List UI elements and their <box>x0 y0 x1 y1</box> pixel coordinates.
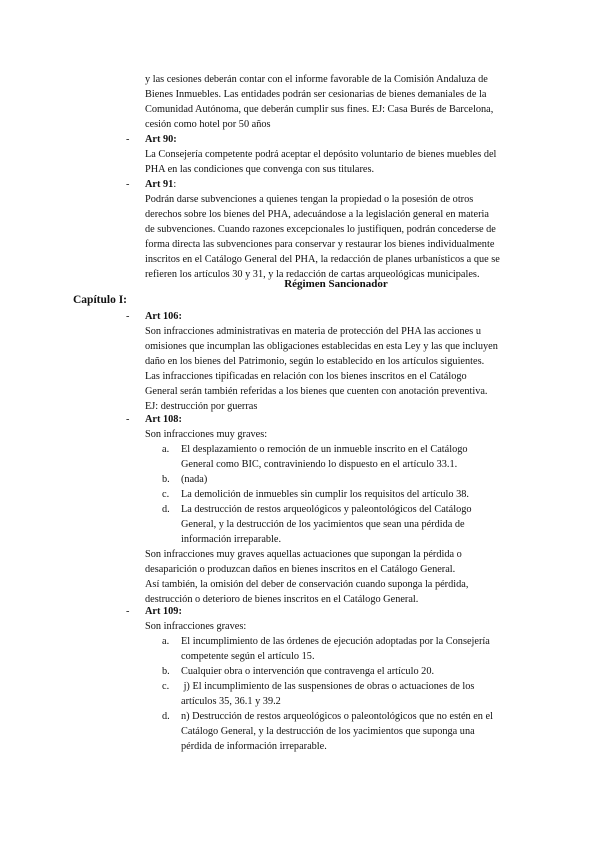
list-marker: d. <box>162 711 170 722</box>
intro-paragraph <box>145 72 530 132</box>
text-line: omisiones que incumplan las obligaciones establecidas en esta Ley y las que incluyen <box>145 341 498 352</box>
text-line: Así también, la omisión del deber de conservación cuando suponga la pérdida, <box>145 579 469 590</box>
text-line: derechos sobre los bienes del PHA, adecuándose a la legislación general en materia <box>145 209 489 220</box>
text-line: artículos 35, 36.1 y 39.2 <box>181 696 281 707</box>
text-line: forma directa las subvenciones para conservar y restaurar los bienes individualmente <box>145 239 495 250</box>
section-heading: Régimen Sancionador <box>284 278 388 290</box>
list-item <box>145 709 530 754</box>
bullet-dash: - <box>126 606 130 617</box>
text-line: El incumplimiento de las órdenes de ejecución adoptadas por la Consejería <box>181 636 490 647</box>
list-marker: d. <box>162 504 170 515</box>
text-line: desaparición o produzcan daños en bienes inscritos en el Catálogo General. <box>145 564 456 575</box>
list-item <box>145 664 530 679</box>
text-line: General serán también referidas a los bienes que cuenten con anotación preventiva. <box>145 386 488 397</box>
list-marker: a. <box>162 444 170 455</box>
text-line: destrucción o deterioro de bienes inscritos en el Catálogo General. <box>145 594 419 605</box>
art-90-text <box>145 147 530 177</box>
text-line: Catálogo General, y la destrucción de los yacimientos que suponga una <box>181 726 475 737</box>
list-item <box>145 679 530 709</box>
text-line: Cualquier obra o intervención que contravenga el artículo 20. <box>181 666 435 677</box>
text-line: Comunidad Autónoma, que deberán cumplir sus fines. EJ: Casa Burés de Barcelona, <box>145 104 494 115</box>
text-line: Son infracciones muy graves aquellas actuaciones que supongan la pérdida o <box>145 549 462 560</box>
list-item <box>145 442 530 472</box>
art-106-text <box>145 324 530 414</box>
list-marker: b. <box>162 666 170 677</box>
text-line: competente según el artículo 15. <box>181 651 315 662</box>
text-line: Son infracciones administrativas en materia de protección del PHA las acciones u <box>145 326 481 337</box>
list-item <box>145 502 530 547</box>
art-109-text <box>145 619 530 754</box>
text-line: (nada) <box>181 474 208 485</box>
bullet-dash: - <box>126 311 130 322</box>
text-line: EJ: destrucción por guerras <box>145 401 258 412</box>
bullet-dash: - <box>126 414 130 425</box>
text-line: n) Destrucción de restos arqueológicos o paleontológicos que no estén en el <box>181 711 493 722</box>
list-marker: c. <box>162 489 170 500</box>
text-line: refieren los artículos 30 y 31, y la redacción de cartas arqueológicas municipales. <box>145 269 480 280</box>
list-marker: b. <box>162 474 170 485</box>
text-line: La Consejería competente podrá aceptar el depósito voluntario de bienes muebles del <box>145 149 497 160</box>
art-109-list <box>145 634 530 754</box>
text-line: Bienes Inmuebles. Las entidades podrán ser cesionarias de bienes demaniales de la <box>145 89 487 100</box>
art-108-title: Art 108: <box>145 414 182 425</box>
text-line: y las cesiones deberán contar con el informe favorable de la Comisión Andaluza de <box>145 74 488 85</box>
list-intro: Son infracciones graves: <box>145 621 247 632</box>
text-line: pérdida de información irreparable. <box>181 741 327 752</box>
text-line: La demolición de inmuebles sin cumplir los requisitos del artículo 38. <box>181 489 469 500</box>
art-106-title: Art 106: <box>145 311 182 322</box>
text-line: inscritos en el Catálogo General del PHA, la redacción de planes urbanísticos a que se <box>145 254 500 265</box>
art-91-text <box>145 192 530 282</box>
art-91-label: Art 91 <box>145 179 174 190</box>
art-91-colon: : <box>173 179 177 190</box>
text-line: Las infracciones tipificadas en relación con los bienes inscritos en el Catálogo <box>145 371 467 382</box>
list-item <box>145 634 530 664</box>
art-108-list <box>145 442 530 547</box>
text-line: La destrucción de restos arqueológicos y paleontológicos del Catálogo <box>181 504 472 515</box>
text-line: PHA en las condiciones que convenga con sus titulares. <box>145 164 375 175</box>
list-marker: c. <box>162 681 170 692</box>
text-line: General como BIC, contraviniendo lo dispuesto en el artículo 33.1. <box>181 459 458 470</box>
art-90-title: Art 90: <box>145 134 177 145</box>
text-line: Podrán darse subvenciones a quienes tengan la propiedad o la posesión de otros <box>145 194 474 205</box>
bullet-dash: - <box>126 179 130 190</box>
list-item <box>145 472 530 487</box>
text-line: daño en los bienes del Patrimonio, según lo establecido en los artículos siguientes. <box>145 356 485 367</box>
list-marker: a. <box>162 636 170 647</box>
text-line: cesión como hotel por 50 años <box>145 119 271 130</box>
text-line: General, y la destrucción de los yacimientos que sean una pérdida de <box>181 519 465 530</box>
text-line: información irreparable. <box>181 534 282 545</box>
chapter-title: Capítulo I: <box>73 294 127 306</box>
list-item <box>145 487 530 502</box>
art-91-title <box>145 177 176 192</box>
art-109-title: Art 109: <box>145 606 182 617</box>
text-line: El desplazamiento o remoción de un inmueble inscrito en el Catálogo <box>181 444 468 455</box>
text-line: j) El incumplimiento de las suspensiones de obras o actuaciones de los <box>181 681 475 692</box>
list-intro: Son infracciones muy graves: <box>145 429 268 440</box>
bullet-dash: - <box>126 134 130 145</box>
art-108-text <box>145 427 530 607</box>
text-line: de subvenciones. Cuando razones excepcionales lo justifiquen, podrán concederse de <box>145 224 496 235</box>
